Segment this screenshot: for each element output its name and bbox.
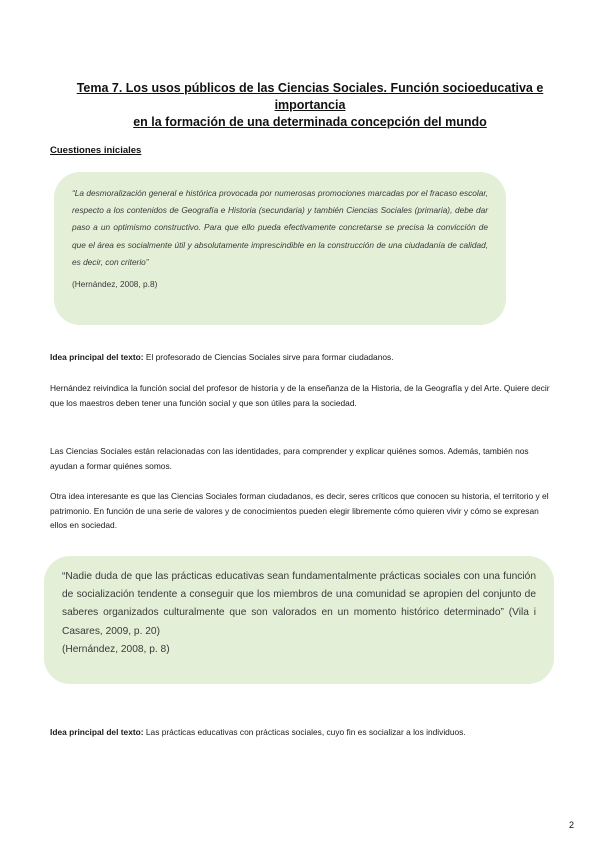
quote-2-text: “Nadie duda de que las prácticas educativas sean fundamentalmente prácticas sociales con una función de socialización tendente a conseguir que los miembros de una comunidad se apropien del conjunto de saberes organizados culturalmente que son valorados en un momento histórico determinado” (Vila i Casares, 2009, p. 20) [62, 571, 536, 637]
paragraph-3: Otra idea interesante es que las Ciencias Sociales forman ciudadanos, es decir, seres críticos que conocen su historia, el territorio y el patrimonio. En función de una serie de valores y de conocimientos pueden elegir libremente cómo quieren vivir y cómo se expresan ellos en sociedad. [50, 491, 549, 530]
main-idea-2-text: Las prácticas educativas con prácticas sociales, cuyo fin es socializar a los individuos. [143, 727, 466, 737]
quote-2-citation: (Hernández, 2008, p. 8) [62, 643, 170, 655]
paragraph-1: Hernández reivindica la función social del profesor de historia y de la enseñanza de la Historia, de la Geografía y del Arte. Quiere decir que los maestros deben tener una función social y que son útiles para la sociedad. [50, 383, 550, 408]
quote-1-text: “La desmoralización general e histórica provocada por numerosas promociones marcadas por el fracaso escolar, respecto a los contenidos de Geografía e Historia (secundaria) y también Ciencias Sociales (primaria), debe dar paso a un optimismo constructivo. Para que ello pueda efectivamente concretarse se precisa la convicción de que el área es socialmente útil y absolutamente imprescindible en la construcción de una ciudadanía de calidad, es decir, con criterio” [72, 188, 488, 267]
main-idea-1 [50, 350, 550, 365]
quote-1-citation: (Hernández, 2008, p.8) [72, 279, 158, 290]
main-idea-2 [50, 725, 550, 740]
title-line-2: en la formación de una determinada concepción del mundo [133, 115, 487, 129]
document-title [40, 80, 580, 131]
quote-box-1 [54, 172, 506, 325]
section-heading: Cuestiones iniciales [50, 145, 142, 156]
page-number: 2 [568, 820, 574, 830]
quote-box-2 [44, 556, 554, 684]
paragraph-2: Las Ciencias Sociales están relacionadas con las identidades, para comprender y explicar quiénes somos. Además, también nos ayudan a formar quiénes somos. [50, 446, 529, 471]
title-line-1: Tema 7. Los usos públicos de las Ciencias Sociales. Función socioeducativa e importancia [76, 81, 544, 112]
main-idea-2-label: Idea principal del texto: [50, 727, 144, 737]
main-idea-1-text: El profesorado de Ciencias Sociales sirve para formar ciudadanos. [143, 352, 394, 362]
main-idea-1-label: Idea principal del texto: [50, 352, 144, 362]
